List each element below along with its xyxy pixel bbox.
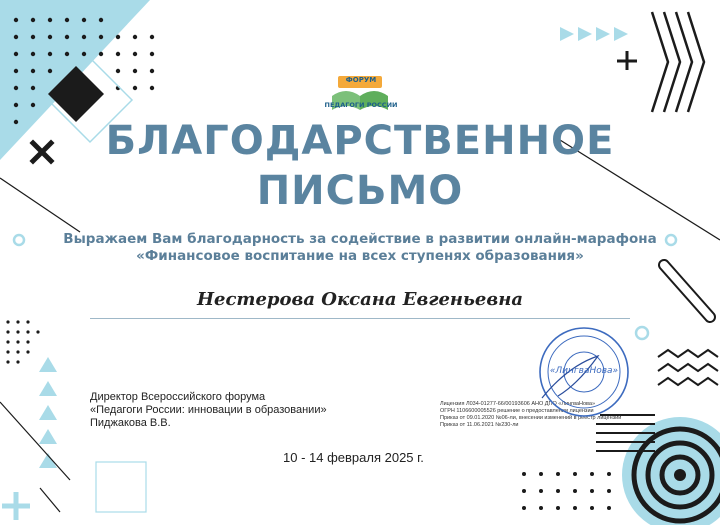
message-line-1: Выражаем Вам благодарность за содействие в развитии онлайн-марафона xyxy=(63,231,657,247)
outlined-square xyxy=(96,462,146,512)
message-line-2: «Финансовое воспитание на всех ступенях образования» xyxy=(136,248,584,264)
right-chevron-stack xyxy=(652,12,704,112)
logo-top-text: ФОРУМ xyxy=(345,76,377,84)
right-small-ring-mid xyxy=(636,327,648,339)
bottom-left-short-line xyxy=(40,488,60,512)
logo-bottom-text: ПЕДАГОГИ РОССИИ xyxy=(324,101,398,109)
bottom-left-diagonal-line xyxy=(0,402,70,480)
paperclip-shape xyxy=(659,260,715,322)
top-right-triangle-row xyxy=(560,27,628,41)
right-zigzags xyxy=(658,350,718,385)
title-line-2: ПИСЬМО xyxy=(256,168,464,214)
stamp-center-text: «ЛингваНова» xyxy=(549,366,619,376)
license-line-3: Приказ от 09.01.2020 №06-ли, внесении изменений в реестр лицензий xyxy=(440,415,622,421)
bottom-left-dot-grid xyxy=(6,320,39,363)
signer-position: Директор Всероссийского форума xyxy=(90,391,266,403)
bottom-right-dot-grid xyxy=(522,472,611,510)
signer-name: Пиджакова В.В. xyxy=(90,417,171,429)
recipient-underline xyxy=(90,318,630,319)
license-line-1: Лицензия Л034-01277-66/00193606 АНО ДПО «ЛингваНова» xyxy=(440,401,595,407)
recipient-name: Нестерова Оксана Евгеньевна xyxy=(197,289,523,310)
event-date: 10 - 14 февраля 2025 г. xyxy=(283,450,424,465)
bottom-left-triangle-column xyxy=(39,357,57,468)
license-line-2: ОГРН 1106600005526 решение о предоставлении лицензии xyxy=(440,408,594,414)
license-line-4: Приказ от 11.06.2021 №230-ли xyxy=(440,422,519,428)
official-stamp xyxy=(538,326,630,418)
forum-logo xyxy=(318,62,404,122)
bottom-left-plus-icon xyxy=(2,492,30,520)
title-line-1: БЛАГОДАРСТВЕННОЕ xyxy=(105,118,615,164)
signer-organization: «Педагоги России: инновации в образовании» xyxy=(90,404,327,416)
plus-icon xyxy=(617,51,637,70)
